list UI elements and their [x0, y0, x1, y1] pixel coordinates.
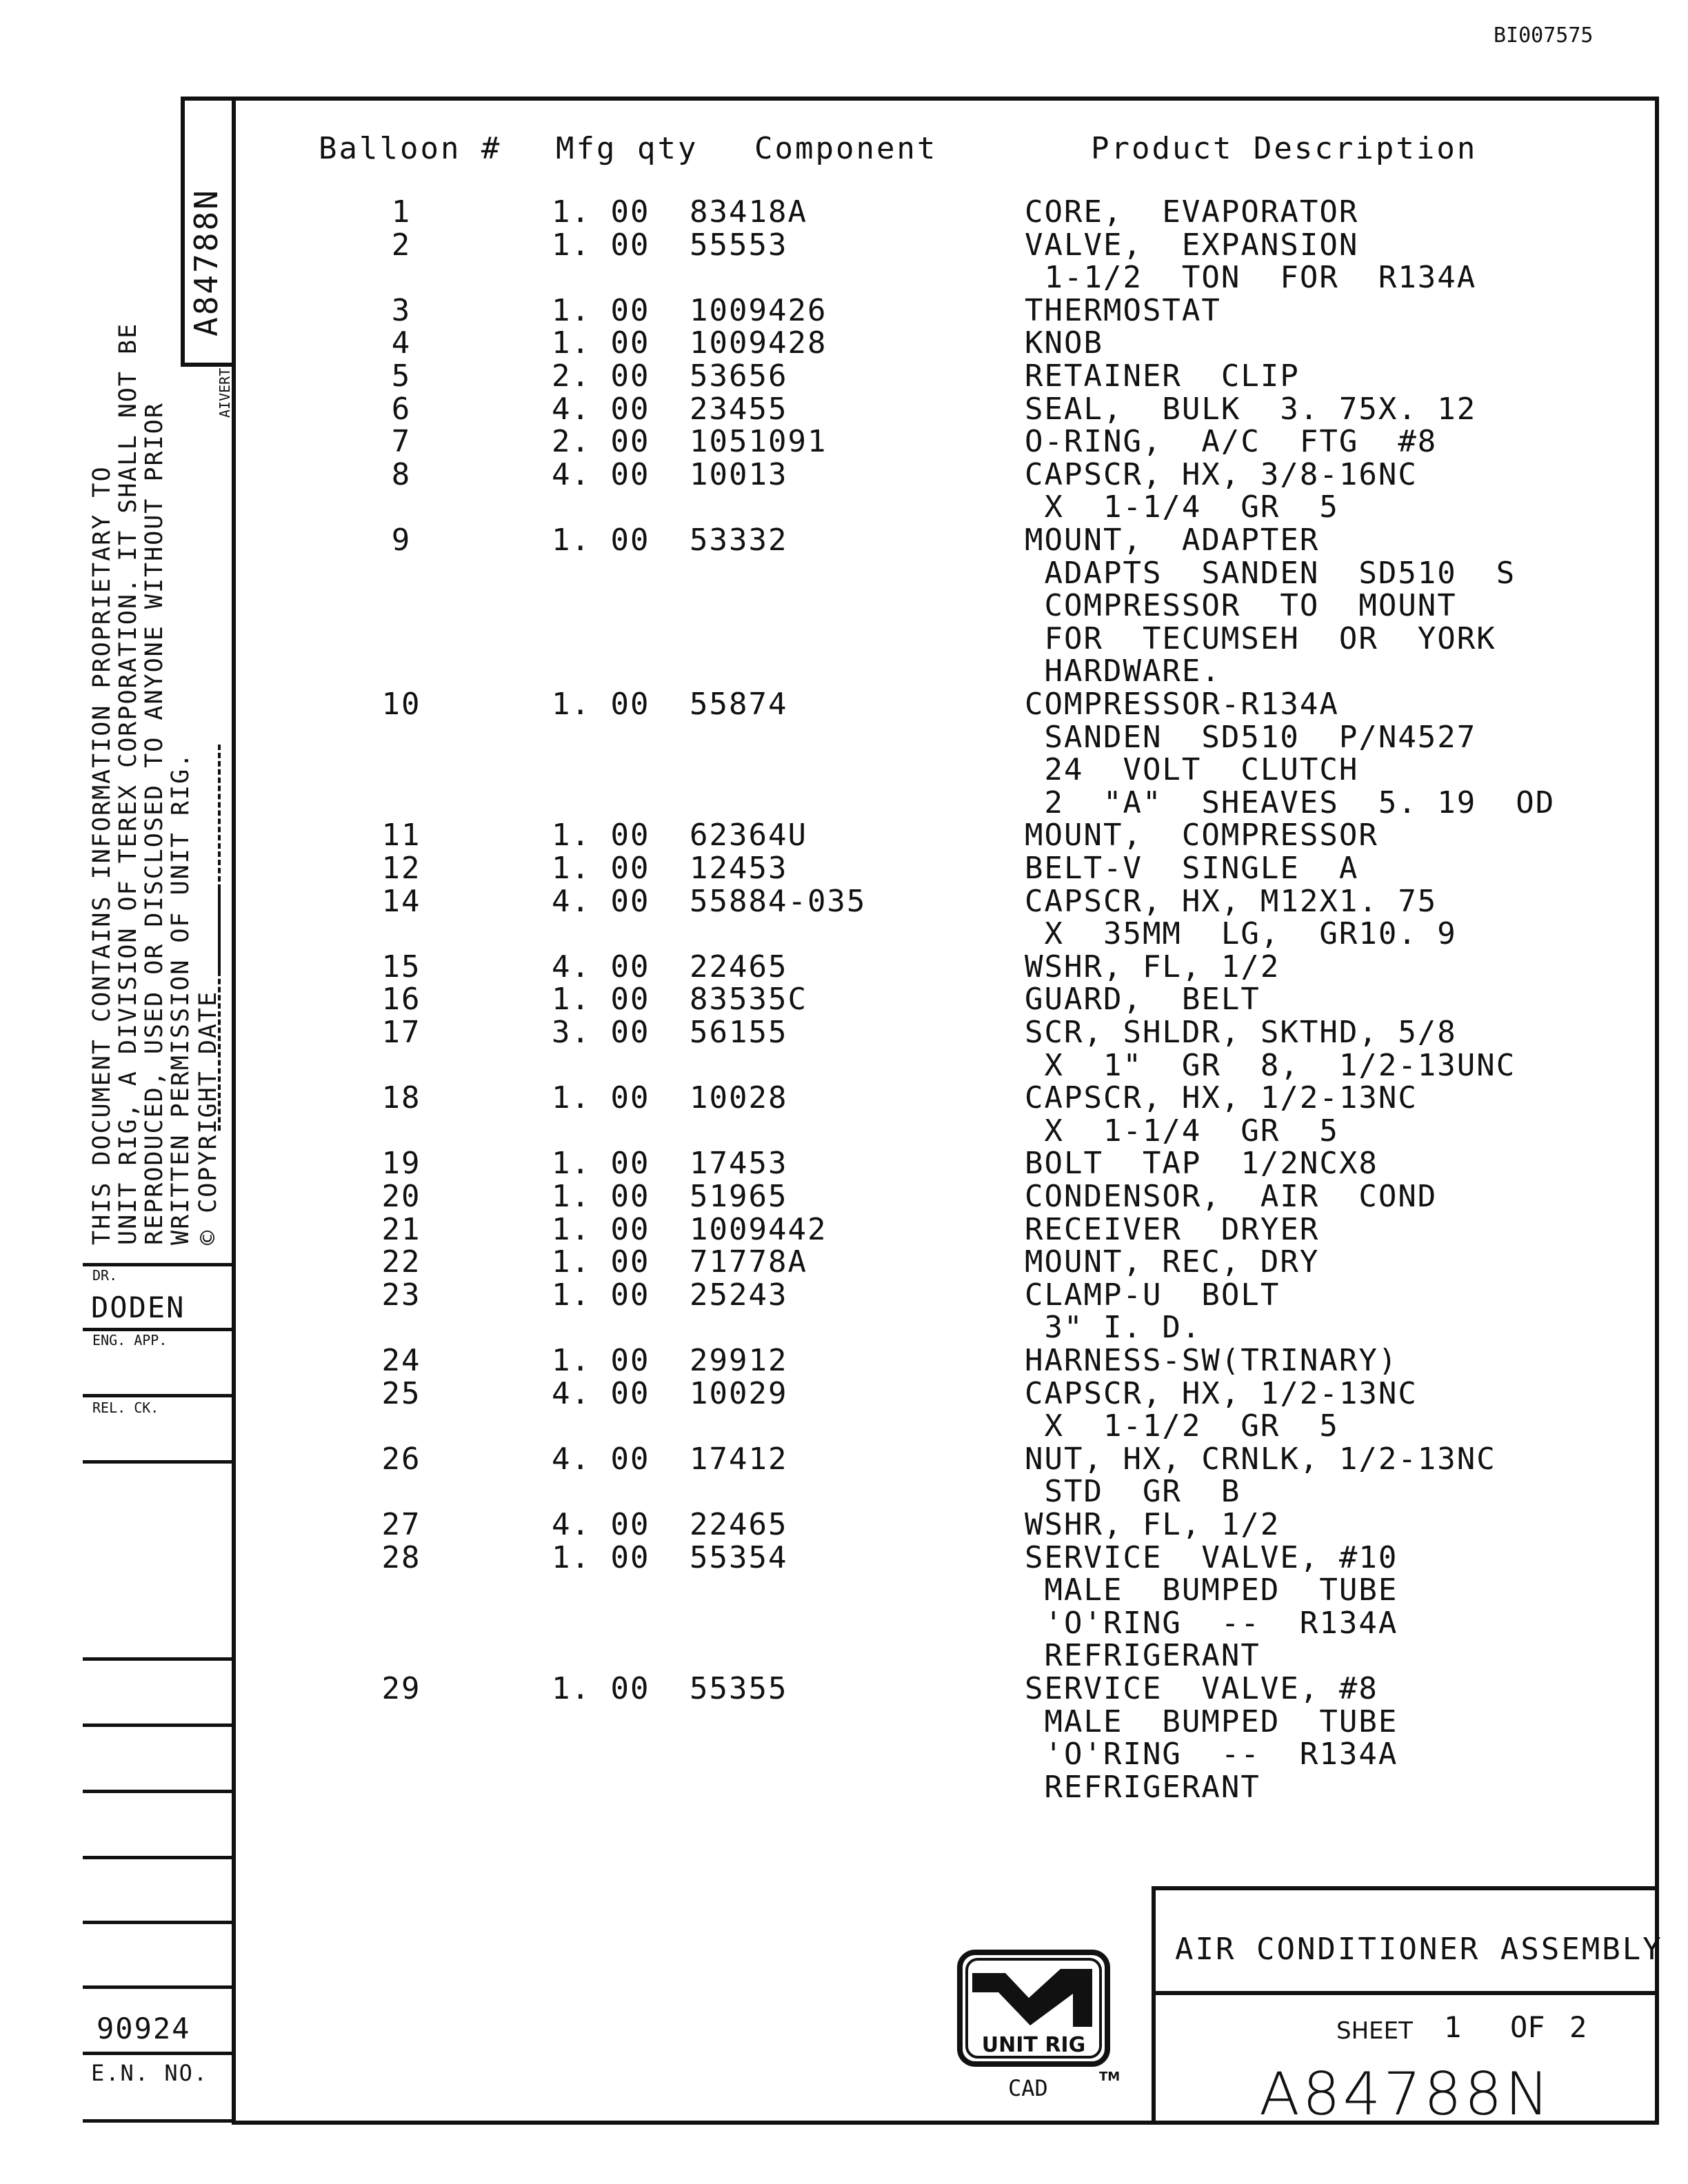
trademark-mark: TM: [1099, 2070, 1121, 2084]
product-description-line: COMPRESSOR TO MOUNT: [1025, 588, 1457, 624]
balloon-number: 2: [391, 227, 412, 263]
balloon-number: 11: [381, 818, 421, 853]
sidebar-rule: [83, 1328, 232, 1331]
product-description-line: MOUNT, REC, DRY: [1025, 1244, 1320, 1280]
mfg-qty: 4. 00: [552, 391, 650, 427]
sidebar-divider: [232, 503, 236, 2123]
copyright-date: © COPYRIGHT DATE: [194, 990, 222, 1245]
sidebar-dashed-line: [218, 889, 221, 1131]
product-description-line: CAPSCR, HX, 1/2-13NC: [1025, 1080, 1418, 1116]
component-number: 55553: [690, 227, 788, 263]
component-number: 17412: [690, 1441, 788, 1477]
mfg-qty: 4. 00: [552, 1375, 650, 1411]
product-description-line: MALE BUMPED TUBE: [1025, 1573, 1398, 1608]
component-number: 22465: [690, 1507, 788, 1542]
balloon-number: 7: [391, 424, 412, 460]
mfg-qty: 1. 00: [552, 1539, 650, 1575]
component-number: 17453: [690, 1146, 788, 1182]
product-description-line: SCR, SHLDR, SKTHD, 5/8: [1025, 1015, 1457, 1050]
balloon-number: 29: [381, 1671, 421, 1706]
component-number: 56155: [690, 1015, 788, 1050]
balloon-number: 12: [381, 851, 421, 886]
balloon-number: 9: [391, 523, 412, 558]
component-number: 55884-035: [690, 883, 867, 919]
product-description-line: BELT-V SINGLE A: [1025, 851, 1359, 886]
dr-label: DR.: [92, 1267, 118, 1284]
product-description-line: VALVE, EXPANSION: [1025, 227, 1359, 263]
unit-rig-logo-icon: [957, 1950, 1110, 2067]
mfg-qty: 1. 00: [552, 1211, 650, 1247]
cad-label: CAD: [1008, 2075, 1048, 2101]
product-description-line: CONDENSOR, AIR COND: [1025, 1179, 1438, 1214]
balloon-number: 28: [381, 1539, 421, 1575]
sidebar-rule: [83, 1985, 232, 1989]
component-number: 23455: [690, 391, 788, 427]
sidebar-drawing-number: A84788N: [188, 188, 225, 336]
balloon-number: 8: [391, 456, 412, 492]
logo-text: UNIT RIG: [981, 2033, 1086, 2057]
component-number: 10029: [690, 1375, 788, 1411]
product-description-line: SERVICE VALVE, #8: [1025, 1671, 1378, 1706]
mfg-qty: 3. 00: [552, 1015, 650, 1050]
product-description-line: RECEIVER DRYER: [1025, 1211, 1320, 1247]
balloon-number: 26: [381, 1441, 421, 1477]
drafter-name: DODEN: [91, 1291, 185, 1324]
unit-rig-logo: [957, 1950, 1110, 2067]
balloon-number: 17: [381, 1015, 421, 1050]
aivert-label: AIVERT: [217, 367, 233, 418]
product-description-line: CAPSCR, HX, 3/8-16NC: [1025, 456, 1418, 492]
product-description-line: X 1-1/4 GR 5: [1025, 1113, 1339, 1149]
mfg-qty: 1. 00: [552, 292, 650, 328]
sidebar-rule: [83, 1263, 232, 1266]
mfg-qty: 1. 00: [552, 1080, 650, 1116]
product-description-line: FOR TECUMSEH OR YORK: [1025, 620, 1496, 656]
header-mfg-qty: Mfg qty: [556, 131, 699, 166]
sheet-total: 2: [1569, 2010, 1587, 2044]
product-description-line: NUT, HX, CRNLK, 1/2-13NC: [1025, 1441, 1496, 1477]
component-number: 62364U: [690, 818, 807, 853]
product-description-line: REFRIGERANT: [1025, 1769, 1260, 1805]
product-description-line: 'O'RING -- R134A: [1025, 1605, 1398, 1641]
component-number: 1009426: [690, 292, 827, 328]
sidebar-rule: [83, 1790, 232, 1793]
product-description-line: SERVICE VALVE, #10: [1025, 1539, 1398, 1575]
component-number: 83418A: [690, 194, 807, 230]
proprietary-notice-line-1: THIS DOCUMENT CONTAINS INFORMATION PROPRIETARY TO: [88, 465, 116, 1245]
balloon-number: 5: [391, 358, 412, 394]
product-description-line: REFRIGERANT: [1025, 1638, 1260, 1674]
mfg-qty: 1. 00: [552, 818, 650, 853]
document-id: BI007575: [1494, 23, 1594, 48]
product-description-line: SEAL, BULK 3. 75X. 12: [1025, 391, 1477, 427]
product-description-line: 2 "A" SHEAVES 5. 19 OD: [1025, 785, 1556, 820]
product-description-line: CORE, EVAPORATOR: [1025, 194, 1359, 230]
product-description-line: CAPSCR, HX, M12X1. 75: [1025, 883, 1438, 919]
balloon-number: 4: [391, 325, 412, 361]
en-number: 90924: [97, 2012, 191, 2045]
component-number: 29912: [690, 1343, 788, 1378]
mfg-qty: 1. 00: [552, 1277, 650, 1313]
en-number-label: E.N. NO.: [91, 2060, 209, 2086]
balloon-number: 15: [381, 949, 421, 984]
product-description-line: 1-1/2 TON FOR R134A: [1025, 260, 1477, 296]
mfg-qty: 4. 00: [552, 1441, 650, 1477]
mfg-qty: 1. 00: [552, 523, 650, 558]
balloon-number: 10: [381, 687, 421, 722]
mfg-qty: 1. 00: [552, 687, 650, 722]
product-description-line: STD GR B: [1025, 1474, 1241, 1510]
product-description-line: HARNESS-SW(TRINARY): [1025, 1343, 1398, 1378]
header-product-description: Product Description: [1091, 131, 1478, 166]
component-number: 71778A: [690, 1244, 807, 1280]
mfg-qty: 4. 00: [552, 883, 650, 919]
drawing-title: AIR CONDITIONER ASSEMBLY: [1175, 1932, 1663, 1967]
product-description-line: MOUNT, COMPRESSOR: [1025, 818, 1378, 853]
component-number: 51965: [690, 1179, 788, 1214]
sidebar-rule: [83, 1657, 232, 1661]
component-number: 25243: [690, 1277, 788, 1313]
sidebar-rule: [83, 1921, 232, 1924]
mfg-qty: 2. 00: [552, 358, 650, 394]
balloon-number: 25: [381, 1375, 421, 1411]
component-number: 10013: [690, 456, 788, 492]
product-description-line: X 1-1/2 GR 5: [1025, 1408, 1339, 1444]
product-description-line: O-RING, A/C FTG #8: [1025, 424, 1438, 460]
component-number: 1009442: [690, 1211, 827, 1247]
mfg-qty: 1. 00: [552, 325, 650, 361]
product-description-line: 'O'RING -- R134A: [1025, 1737, 1398, 1772]
balloon-number: 23: [381, 1277, 421, 1313]
header-component: Component: [754, 131, 938, 166]
sidebar-rule: [83, 1856, 232, 1859]
product-description-line: MOUNT, ADAPTER: [1025, 523, 1320, 558]
product-description-line: HARDWARE.: [1025, 654, 1221, 689]
balloon-number: 18: [381, 1080, 421, 1116]
mfg-qty: 1. 00: [552, 227, 650, 263]
balloon-number: 6: [391, 391, 412, 427]
balloon-number: 24: [381, 1343, 421, 1378]
component-number: 1051091: [690, 424, 827, 460]
of-label: OF: [1510, 2010, 1545, 2044]
product-description-line: BOLT TAP 1/2NCX8: [1025, 1146, 1378, 1182]
product-description-line: THERMOSTAT: [1025, 292, 1221, 328]
mfg-qty: 4. 00: [552, 456, 650, 492]
product-description-line: KNOB: [1025, 325, 1103, 361]
balloon-number: 14: [381, 883, 421, 919]
product-description-line: CLAMP-U BOLT: [1025, 1277, 1280, 1313]
mfg-qty: 1. 00: [552, 1146, 650, 1182]
product-description-line: X 1" GR 8, 1/2-13UNC: [1025, 1047, 1516, 1083]
mfg-qty: 1. 00: [552, 1671, 650, 1706]
sidebar-rule: [83, 2119, 232, 2123]
balloon-number: 27: [381, 1507, 421, 1542]
sheet-label: SHEET: [1336, 2017, 1413, 2045]
product-description-line: GUARD, BELT: [1025, 982, 1260, 1018]
component-number: 55355: [690, 1671, 788, 1706]
proprietary-notice-line-4: WRITTEN PERMISSION OF UNIT RIG.: [167, 751, 194, 1245]
mfg-qty: 1. 00: [552, 194, 650, 230]
product-description-line: X 35MM LG, GR10. 9: [1025, 916, 1457, 952]
eng-app-label: ENG. APP.: [92, 1332, 168, 1348]
title-drawing-number: A84788N: [1259, 2060, 1552, 2129]
product-description-line: ADAPTS SANDEN SD510 S: [1025, 555, 1516, 591]
component-number: 22465: [690, 949, 788, 984]
balloon-number: 19: [381, 1146, 421, 1182]
sidebar-rule: [83, 1394, 232, 1397]
product-description-line: WSHR, FL, 1/2: [1025, 949, 1280, 984]
rel-ck-label: REL. CK.: [92, 1399, 159, 1416]
balloon-number: 1: [391, 194, 412, 230]
component-number: 12453: [690, 851, 788, 886]
component-number: 55874: [690, 687, 788, 722]
mfg-qty: 4. 00: [552, 1507, 650, 1542]
component-number: 10028: [690, 1080, 788, 1116]
sidebar-rule: [83, 1460, 232, 1464]
product-description-line: 3" I. D.: [1025, 1310, 1202, 1346]
mfg-qty: 1. 00: [552, 851, 650, 886]
component-number: 1009428: [690, 325, 827, 361]
balloon-number: 22: [381, 1244, 421, 1280]
product-description-line: COMPRESSOR-R134A: [1025, 687, 1339, 722]
mfg-qty: 1. 00: [552, 1244, 650, 1280]
balloon-number: 20: [381, 1179, 421, 1214]
component-number: 53656: [690, 358, 788, 394]
mfg-qty: 1. 00: [552, 982, 650, 1018]
sidebar-rule: [83, 1723, 232, 1727]
component-number: 55354: [690, 1539, 788, 1575]
balloon-number: 21: [381, 1211, 421, 1247]
proprietary-notice-line-3: REPRODUCED, USED OR DISCLOSED TO ANYONE WITHOUT PRIOR: [141, 402, 168, 1245]
title-block-divider: [1152, 1991, 1659, 1995]
balloon-number: 3: [391, 292, 412, 328]
product-description-line: MALE BUMPED TUBE: [1025, 1703, 1398, 1739]
mfg-qty: 4. 00: [552, 949, 650, 984]
balloon-number: 16: [381, 982, 421, 1018]
component-number: 53332: [690, 523, 788, 558]
sheet-number: 1: [1444, 2010, 1462, 2044]
product-description-line: 24 VOLT CLUTCH: [1025, 752, 1359, 788]
product-description-line: WSHR, FL, 1/2: [1025, 1507, 1280, 1542]
proprietary-notice-line-2: UNIT RIG, A DIVISION OF TEREX CORPORATION. IT SHALL NOT BE: [114, 322, 142, 1245]
component-number: 83535C: [690, 982, 807, 1018]
mfg-qty: 2. 00: [552, 424, 650, 460]
product-description-line: RETAINER CLIP: [1025, 358, 1300, 394]
product-description-line: SANDEN SD510 P/N4527: [1025, 719, 1477, 755]
sidebar-rule: [83, 2052, 232, 2055]
mfg-qty: 1. 00: [552, 1179, 650, 1214]
mfg-qty: 1. 00: [552, 1343, 650, 1378]
product-description-line: CAPSCR, HX, 1/2-13NC: [1025, 1375, 1418, 1411]
product-description-line: X 1-1/4 GR 5: [1025, 489, 1339, 525]
header-balloon: Balloon #: [319, 131, 502, 166]
